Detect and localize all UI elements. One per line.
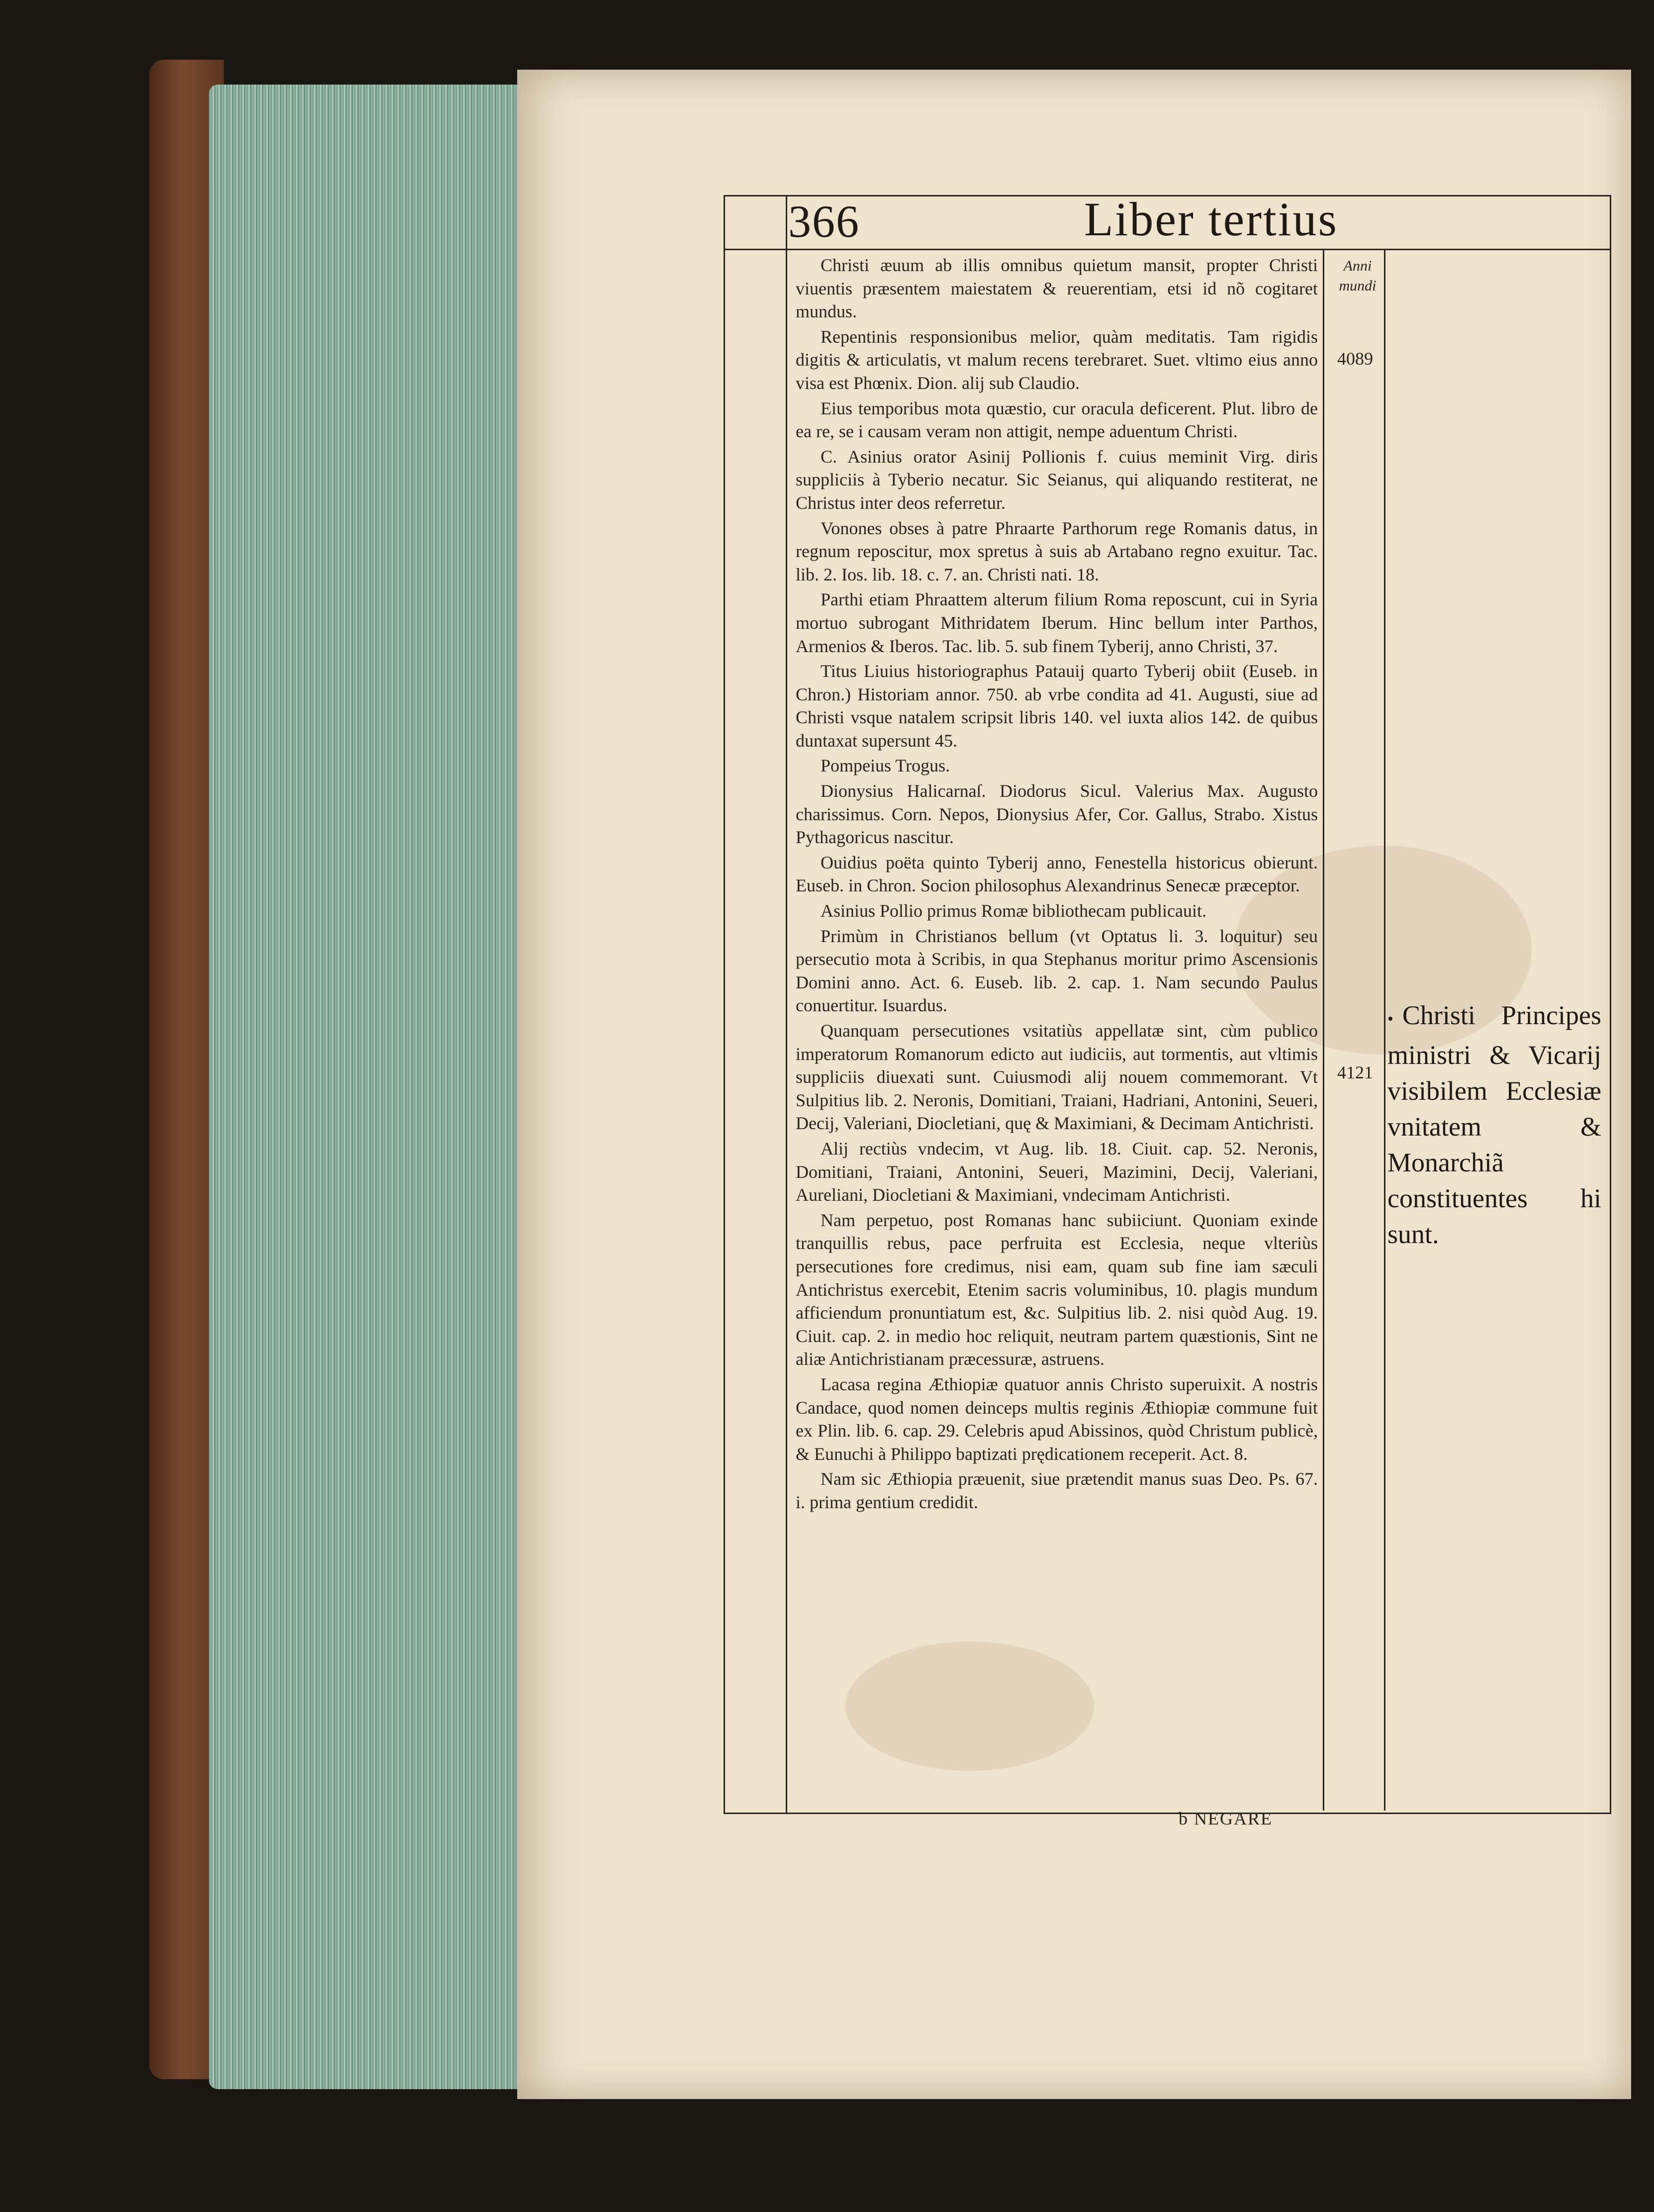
paragraph: Asinius Pollio primus Romæ bibliothecam publicauit. bbox=[821, 901, 1206, 921]
paragraph: C. Asinius orator Asinij Pollionis f. cuius meminit Virg. diris suppliciis à Tyberio necatur. Sic Seianus, qui aliquando restiterat, ne Christus inter deos referretur. bbox=[796, 446, 1318, 513]
paragraph: Quanquam persecutiones vsitatiùs appellatæ sint, cùm publico imperatorum Romanorum edicto aut iudiciis, aut tormentis, aut vltimis suppliciis diuexati sunt. Cuiusmodi alij nouem commemorant. Vt Sulpitius lib. 2. Neronis, Domitiani, Traiani, Hadriani, Antonini, Seueri, Decij, Valeriani, Diocletiani, quę & Maximiani, & Decimam Antichristi. bbox=[796, 1021, 1318, 1134]
frame-rule-header bbox=[724, 249, 1611, 250]
paragraph: Vonones obses à patre Phraarte Parthorum rege Romanis datus, in regnum reposcitur, mox spretus à suis ab Artabano regno exuitur. Tac. lib. 2. Ios. lib. 18. c. 7. an. Christi nati. 18. bbox=[796, 518, 1318, 584]
paragraph: Dionysius Halicarnaſ. Diodorus Sicul. Valerius Max. Augusto charissimus. Corn. Nepos, Dionysius Afer, Cor. Gallus, Strabo. Xistus Pythagoricus nascitur. bbox=[796, 781, 1318, 848]
year-marker: 4089 bbox=[1337, 349, 1373, 369]
frame-rule-main-right bbox=[1323, 249, 1324, 1811]
paragraph: Alij rectiùs vndecim, vt Aug. lib. 18. Ciuit. cap. 52. Neronis, Domitiani, Traiani, Antonini, Seueri, Mazimini, Decij, Valeriani, Aureliani, Diocletiani & Maximiani, vndecimam Antichristi. bbox=[796, 1138, 1318, 1205]
page-number: 366 bbox=[788, 196, 860, 247]
running-title: Liber tertius bbox=[1084, 192, 1338, 246]
marginal-note bbox=[1387, 997, 1601, 1252]
paragraph: Christi æuum ab illis omnibus quietum mansit, propter Christi viuentis præsentem maiestatem & reuerentiam, etsi id nõ cogitaret mundus. bbox=[796, 255, 1318, 322]
paragraph: Repentinis responsionibus melior, quàm meditatis. Tam rigidis digitis & articulatis, vt malum recens terebraret. Suet. vltimo eius anno visa est Phœnix. Dion. alij sub Claudio. bbox=[796, 326, 1318, 393]
paragraph: Parthi etiam Phraattem alterum filium Roma reposcunt, cui in Syria mortuo subrogant Mithridatem Iberum. Hinc bellum inter Parthos, Armenios & Iberos. Tac. lib. 5. sub finem Tyberij, anno Christi, 37. bbox=[796, 589, 1318, 656]
paragraph: Lacasa regina Æthiopiæ quatuor annis Christo superuixit. A nostris Candace, quod nomen deinceps multis reginis Æthiopiæ commune fuit ex Plin. lib. 6. cap. 29. Celebris apud Abissinos, quòd Christum publicè, & Eunuchi à Philippo baptizati prędicationem receperit. Act. 8. bbox=[796, 1374, 1318, 1464]
year-marker: 4121 bbox=[1337, 1062, 1373, 1082]
paragraph: Eius temporibus mota quæstio, cur oracula deficerent. Plut. libro de ea re, se i causam veram non attigit, nempe aduentum Christi. bbox=[796, 398, 1318, 442]
paragraph: Primùm in Christianos bellum (vt Optatus li. 3. loquitur) seu persecutio mota à Scribis, in qua Stephanus moritur primo Ascensionis Domini anno. Act. 6. Euseb. lib. 2. cap. 1. Nam secundo Paulus conuertitur. Isuardus. bbox=[796, 926, 1318, 1016]
paragraph: Titus Liuius historiographus Patauij quarto Tyberij obiit (Euseb. in Chron.) Historiam annor. 750. ab vrbe condita ad 41. Augusti, siue ad Christi vsque natalem scripsit libris 140. vel iuxta alios 142. de quibus duntaxat supersunt 45. bbox=[796, 661, 1318, 751]
catchword: b NEGARE bbox=[1179, 1809, 1273, 1828]
frame-rule-left bbox=[786, 195, 787, 1814]
paragraph: Ouidius poëta quinto Tyberij anno, Fenestella historicus obierunt. Euseb. in Chron. Socion philosophus Alexandrinus Senecæ præceptor. bbox=[796, 852, 1318, 896]
main-text-column bbox=[796, 254, 1318, 1514]
page-edges bbox=[209, 85, 527, 2089]
years-column-heading: Anni mundi bbox=[1339, 258, 1377, 294]
paragraph: Nam sic Æthiopia præuenit, siue prætendit manus suas Deo. Ps. 67. i. prima gentium credidit. bbox=[796, 1469, 1318, 1512]
paragraph: Nam perpetuo, post Romanas hanc subiiciunt. Quoniam exinde tranquillis rebus, pace perfruita est Ecclesia, neque vlteriùs persecutiones fore credimus, nisi eam, quam sub fine iam sæculi Antichristus exercebit, Etenim sacris voluminibus, 10. plagis mundum afficiendum pronuntiatum est, &c. Sulpitius lib. 2. nisi quòd Aug. 19. Ciuit. cap. 2. in medio hoc reliquit, neutram partem quæstionis, Sint ne aliæ Antichristianam præcessuræ, astruens. bbox=[796, 1210, 1318, 1369]
frame-rule-years-right bbox=[1384, 249, 1385, 1811]
marginal-note-text: Christi Principes ministri & Vicarij visibilem Ecclesiæ vnitatem & Monarchiã constituentes hi sunt. bbox=[1387, 1000, 1601, 1249]
note-marker: • bbox=[1387, 1010, 1393, 1028]
paragraph: Pompeius Trogus. bbox=[821, 756, 950, 776]
